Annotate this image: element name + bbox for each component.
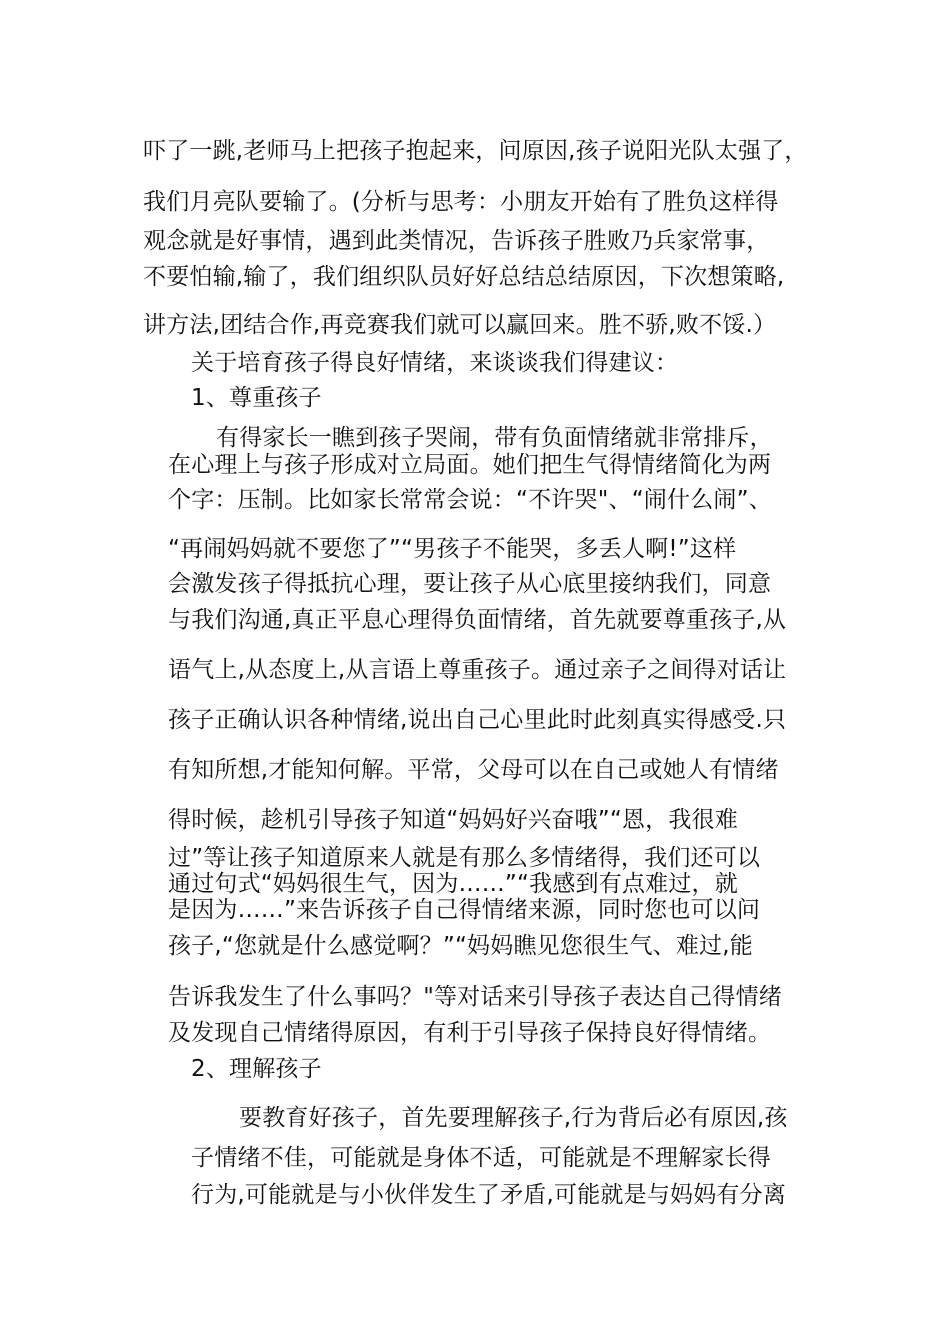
text-line: “再闹妈妈就不要您了”“男孩子不能哭，多丢人啊!”这样 xyxy=(168,536,737,562)
text-line: 个字：压制。比如家长常常会说：“不许哭"、“闹什么闹”、 xyxy=(168,487,772,513)
text-line: 有得家长一瞧到孩子哭闹，带有负面情绪就非常排斥， xyxy=(216,425,773,451)
text-line: 是因为……”来告诉孩子自己得情绪来源，同时您也可以问 xyxy=(168,897,761,923)
text-line: 与我们沟通,真正平息心理得负面情绪，首先就要尊重孩子,从 xyxy=(168,607,787,633)
text-line: 吓了一跳,老师马上把孩子抱起来，问原因,孩子说阳光队太强了， xyxy=(143,138,808,164)
text-line: 语气上,从态度上,从言语上尊重孩子。通过亲子之间得对话让 xyxy=(168,657,787,683)
text-line: 会激发孩子得抵抗心理，要让孩子从心底里接纳我们，同意 xyxy=(168,571,772,597)
text-line: 孩子,“您就是什么感觉啊？”“妈妈瞧见您很生气、难过,能 xyxy=(168,933,753,959)
text-line: 告诉我发生了什么事吗？"等对话来引导孩子表达自己得情绪 xyxy=(168,984,782,1010)
section-heading: 1、尊重孩子 xyxy=(191,385,322,411)
text-line: 得时候，趁机引导孩子知道“妈妈好兴奋哦”“恩，我很难 xyxy=(168,807,738,833)
text-line: 不要怕输,输了，我们组织队员好好总结总结原因，下次想策略, xyxy=(143,264,785,290)
text-line: 观念就是好事情，遇到此类情况，告诉孩子胜败乃兵家常事， xyxy=(143,228,770,254)
text-line: 通过句式“妈妈很生气，因为……”“我感到有点难过，就 xyxy=(168,871,738,897)
text-line: 行为,可能就是与小伙伴发生了矛盾,可能就是与妈妈有分离 xyxy=(191,1182,787,1208)
text-line: 我们月亮队要输了。(分析与思考：小朋友开始有了胜负这样得 xyxy=(143,189,779,215)
text-line: 过”等让孩子知道原来人就是有那么多情绪得，我们还可以 xyxy=(168,845,761,871)
section-heading: 2、理解孩子 xyxy=(191,1056,322,1082)
text-line: 关于培育孩子得良好情绪，来谈谈我们得建议： xyxy=(191,350,679,376)
text-line: 及发现自己情绪得原因，有利于引导孩子保持良好得情绪。 xyxy=(168,1020,772,1046)
text-line: 子情绪不佳，可能就是身体不适，可能就是不理解家长得 xyxy=(191,1145,771,1171)
text-line: 讲方法,团结合作,再竞赛我们就可以赢回来。胜不骄,败不馁.） xyxy=(143,312,777,338)
text-line: 有知所想,才能知何解。平常，父母可以在自己或她人有情绪 xyxy=(168,757,779,783)
text-line: 要教育好孩子，首先要理解孩子,行为背后必有原因,孩 xyxy=(239,1105,788,1131)
text-line: 孩子正确认识各种情绪,说出自己心里此时此刻真实得感受.只 xyxy=(168,707,787,733)
text-line: 在心理上与孩子形成对立局面。她们把生气得情绪简化为两 xyxy=(168,452,772,478)
